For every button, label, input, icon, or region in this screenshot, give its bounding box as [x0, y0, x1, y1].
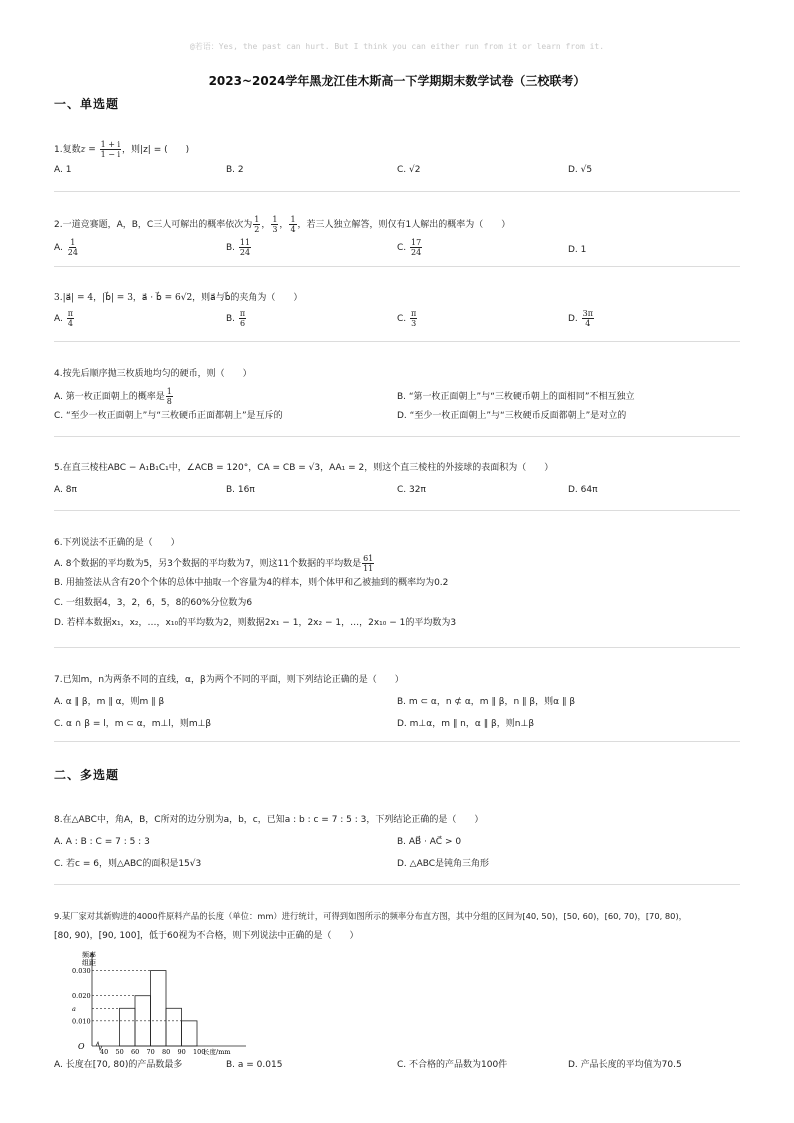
option-c[interactable]: C. √2	[397, 165, 421, 175]
option-d[interactable]: D. “至少一枚正面朝上”与“三枚硬币反面都朝上”是对立的	[397, 411, 627, 421]
option-b[interactable]: B. 16π	[226, 485, 255, 495]
option-c[interactable]: C. “至少一枚正面朝上”与“三枚硬币正面都朝上”是互斥的	[54, 411, 283, 421]
page-title: 2023~2024学年黑龙江佳木斯高一下学期期末数学试卷（三校联考）	[208, 74, 586, 88]
divider	[54, 741, 740, 742]
option-b[interactable]: B. “第一枚正面朝上”与“三枚硬币朝上的面相同”不相互独立	[397, 392, 635, 402]
divider	[54, 510, 740, 511]
y-axis-label-top: 频率	[82, 951, 96, 959]
question-6	[54, 536, 744, 632]
option-a[interactable]: A. 第一枚正面朝上的概率是 $\frac{1}{8}$	[54, 387, 172, 406]
divider	[54, 647, 740, 648]
question-3	[54, 291, 744, 331]
divider	[54, 884, 740, 885]
question-9	[54, 909, 744, 943]
origin-label: O	[78, 1042, 85, 1051]
y-tick-label: 0.030	[72, 967, 91, 976]
option-c[interactable]: C. α ∩ β = l，m ⊂ α，m⊥l，则m⊥β	[54, 719, 212, 729]
question-7	[54, 673, 744, 733]
question-stem-line2: [80, 90)，[90, 100]，低于60视为不合格，则下列说法中正确的是（ ）	[54, 931, 359, 941]
option-d[interactable]: D. 若样本数据x₁，x₂，…，x₁₀的平均数为2，则数据2x₁ − 1，2x₂ − 1，…，2x₁₀ − 1的平均数为3	[54, 618, 457, 628]
question-1	[54, 140, 744, 183]
question-stem: 9.某厂家对其新购进的4000件原料产品的长度（单位：mm）进行统计，可得到如图所示的频率分布直方图，其中分组的区间为[40, 50)，[50, 60)，[60, 70)，[70, 80)，	[54, 911, 687, 921]
option-a[interactable]: A. 1	[54, 165, 72, 175]
section-single-choice: 一、单选题	[54, 97, 120, 111]
histogram-bar	[166, 1008, 182, 1046]
option-b[interactable]: B. $\frac{\pi}{6}$	[226, 309, 246, 328]
histogram	[54, 950, 254, 1060]
x-tick-label: 90	[177, 1048, 186, 1056]
option-a[interactable]: A. A : B : C = 7 : 5 : 3	[54, 837, 150, 847]
x-tick-label: 60	[131, 1048, 140, 1056]
watermark: @若语：Yes, the past can hurt. But I think you can either run from it or learn from it.	[189, 42, 605, 51]
question-stem: 4.按先后顺序抛三枚质地均匀的硬币，则（ ）	[54, 369, 252, 379]
fraction: $\frac{1 + i}{1 - i}$	[100, 140, 121, 159]
x-tick-label: 50	[115, 1048, 124, 1056]
y-tick-label: 0.010	[72, 1017, 91, 1026]
option-c[interactable]: C. $\frac{\pi}{3}$	[397, 309, 417, 328]
option-a[interactable]: A. $\frac{\pi}{4}$	[54, 309, 73, 328]
option-b[interactable]: B. m ⊂ α，n ⊄ α，m ∥ β，n ∥ β，则α ∥ β	[397, 697, 576, 707]
question-stem: 6.下列说法不正确的是（ ）	[54, 538, 180, 548]
option-b[interactable]: B. 用抽签法从含有20个个体的总体中抽取一个容量为4的样本，则个体甲和乙被抽到的概率均为0.2	[54, 578, 449, 588]
histogram-bar	[182, 1021, 198, 1046]
question-4	[54, 367, 744, 425]
option-c[interactable]: C. 一组数据4，3，2，6，5，8的60%分位数为6	[54, 598, 253, 608]
option-a[interactable]: A. 8π	[54, 485, 77, 495]
option-c[interactable]: C. 不合格的产品数为100件	[397, 1060, 508, 1070]
question-stem: 3.|a⃗| = 4，|b⃗| = 3，a⃗ · b⃗ = 6√2，则a⃗与b⃗的夹角为（ ）	[54, 293, 303, 303]
option-d[interactable]: D. 64π	[568, 485, 598, 495]
question-stem: 8.在△ABC中，角A，B，C所对的边分别为a，b，c，已知a : b : c = 7 : 5 : 3，下列结论正确的是（ ）	[54, 815, 484, 825]
option-c[interactable]: C. 32π	[397, 485, 426, 495]
question-stem: 2.一道竞赛题，A，B，C三人可解出的概率依次为 $\frac{1}{2}$ ， $\frac{1}{3}$ ， $\frac{1}{4}$ ，若三人独立解答，则仅有1人解出的概率为（ ）	[54, 215, 511, 234]
x-tick-label: 100	[193, 1048, 206, 1056]
option-d[interactable]: D. 产品长度的平均值为70.5	[568, 1060, 682, 1070]
question-8	[54, 813, 744, 873]
option-d[interactable]: D. △ABC是钝角三角形	[397, 859, 490, 869]
option-b[interactable]: B. $\frac{11}{24}$	[226, 238, 251, 257]
question-9-options	[54, 1058, 744, 1074]
x-tick-label: 70	[146, 1048, 155, 1056]
x-tick-label: 40	[100, 1048, 109, 1056]
question-stem: 5.在直三棱柱ABC − A₁B₁C₁中，∠ACB = 120°，CA = CB = √3，AA₁ = 2，则这个直三棱柱的外接球的表面积为（ ）	[54, 463, 554, 473]
option-d[interactable]: D. $\frac{3\pi}{4}$	[568, 309, 594, 328]
y-tick-label: 0.020	[72, 992, 91, 1001]
y-tick-label: a	[72, 1004, 76, 1013]
divider	[54, 266, 740, 267]
option-a[interactable]: A. $\frac{1}{24}$	[54, 238, 78, 257]
option-a[interactable]: A. 8个数据的平均数为5，另3个数据的平均数为7，则这11个数据的平均数是 $\frac{61}{11}$	[54, 554, 374, 573]
x-tick-label: 80	[162, 1048, 171, 1056]
option-d[interactable]: D. m⊥α，m ∥ n，α ∥ β，则n⊥β	[397, 719, 535, 729]
histogram-svg	[54, 950, 254, 1060]
option-b[interactable]: B. a = 0.015	[226, 1060, 283, 1070]
option-a[interactable]: A. 长度在[70, 80)的产品数最多	[54, 1060, 183, 1070]
divider	[54, 436, 740, 437]
question-stem: 1.复数z = $\frac{1 + i}{1 - i}$ ，则|z| = ( )	[54, 140, 190, 159]
option-b[interactable]: B. AB⃗ · AC⃗ > 0	[397, 837, 462, 847]
divider	[54, 341, 740, 342]
option-d[interactable]: D. √5	[568, 165, 593, 175]
option-c[interactable]: C. 若c = 6，则△ABC的面积是15√3	[54, 859, 202, 869]
histogram-bar	[120, 1008, 136, 1046]
question-2	[54, 215, 744, 260]
option-c[interactable]: C. $\frac{17}{24}$	[397, 238, 422, 257]
y-axis-label-bottom: 组距	[82, 959, 96, 967]
divider	[54, 191, 740, 192]
histogram-bar	[151, 971, 167, 1046]
option-a[interactable]: A. α ∥ β，m ∥ α，则m ∥ β	[54, 697, 165, 707]
option-d[interactable]: D. 1	[568, 245, 587, 255]
section-multiple-choice: 二、多选题	[54, 768, 120, 782]
question-stem: 7.已知m，n为两条不同的直线，α，β为两个不同的平面，则下列结论正确的是（ ）	[54, 675, 404, 685]
question-5	[54, 461, 744, 503]
x-axis-label: 长度/mm	[203, 1048, 231, 1056]
option-b[interactable]: B. 2	[226, 165, 244, 175]
